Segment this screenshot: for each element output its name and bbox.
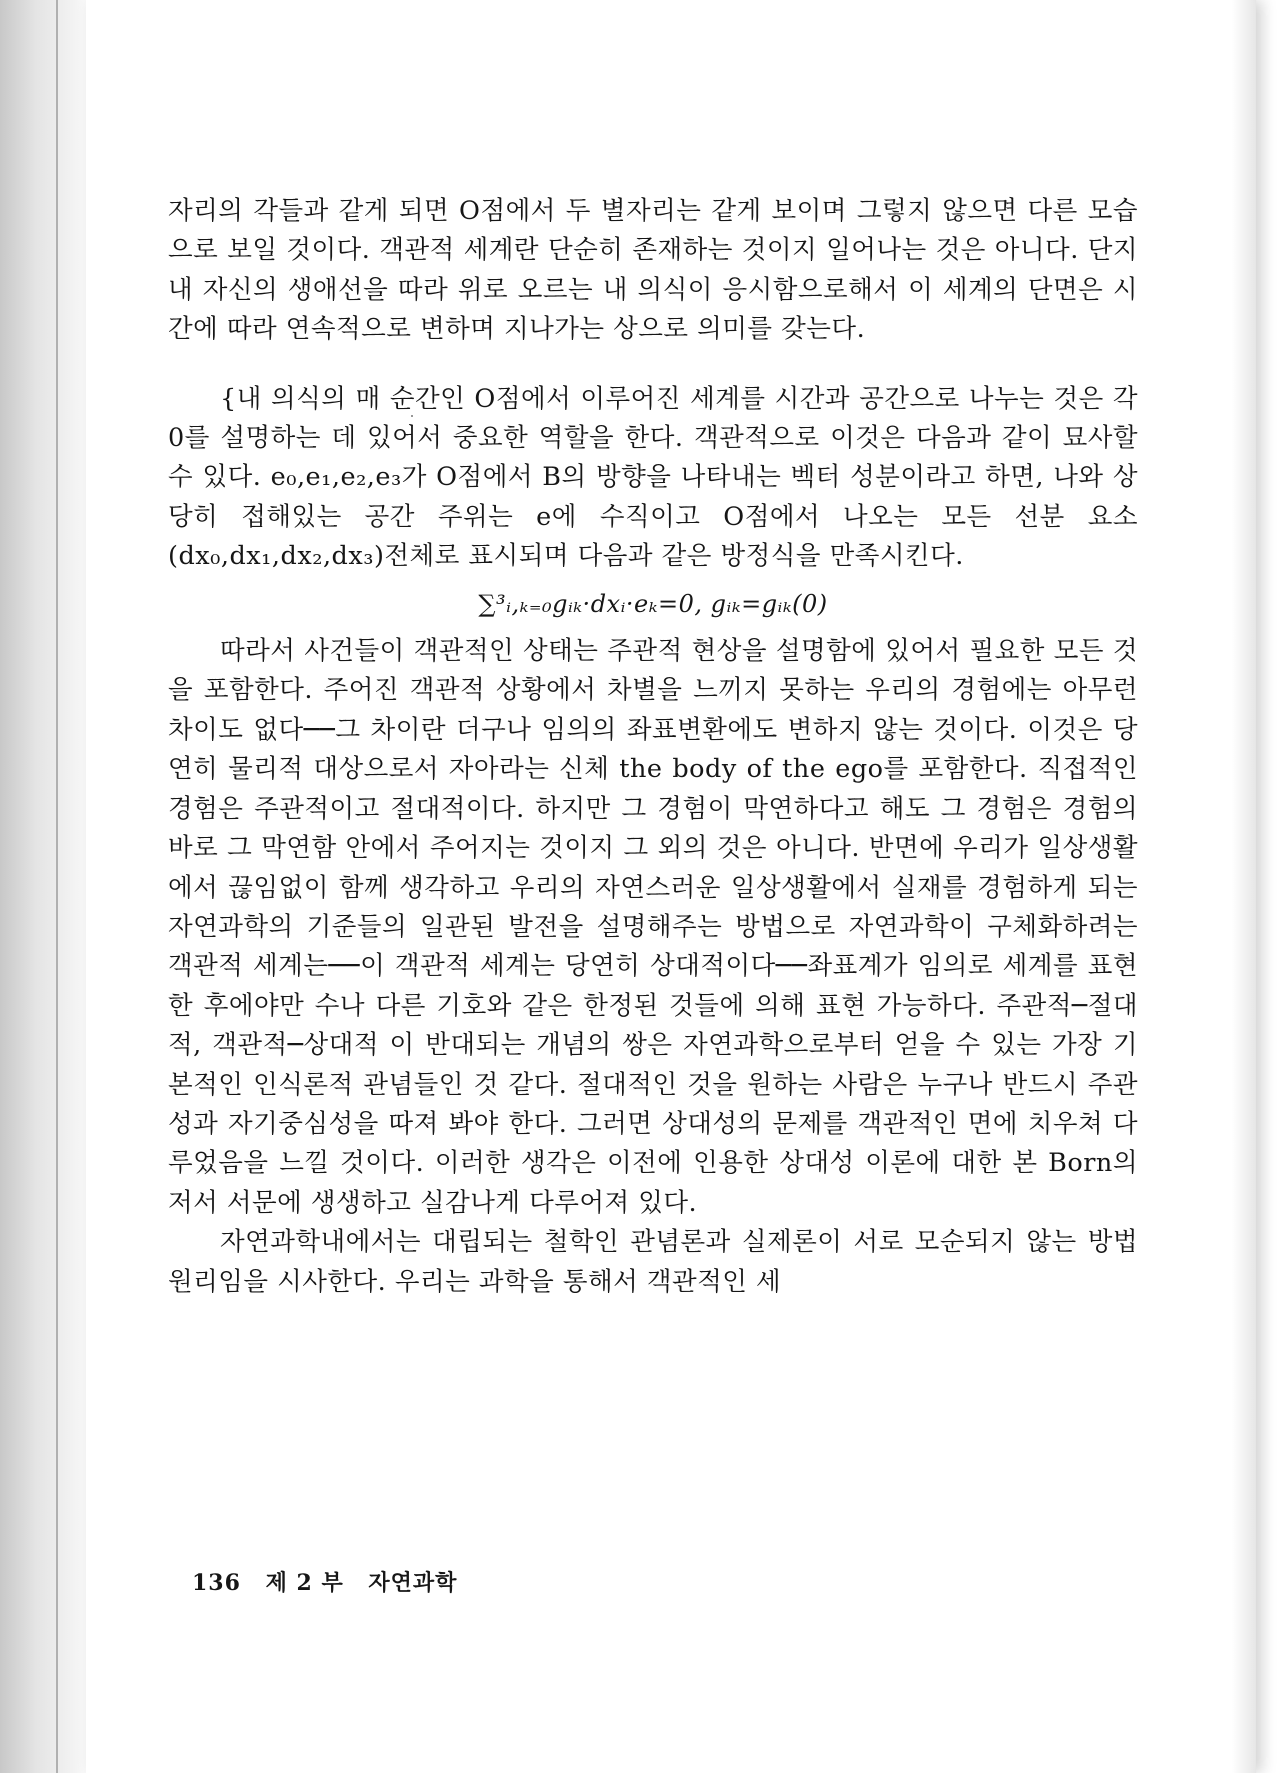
- page-footer: [192, 1566, 473, 1597]
- paragraph: 자연과학내에서는 대립되는 철학인 관념론과 실제론이 서로 모순되지 않는 방법 원리임을 시사한다. 우리는 과학을 통해서 객관적인 세: [168, 1227, 1138, 1297]
- section-label: 자연과학: [368, 1570, 458, 1596]
- equation: ∑³ᵢ,ₖ₌₀gᵢₖ·dxᵢ·eₖ=0, gᵢₖ=gᵢₖ(0): [478, 589, 828, 618]
- paragraph: {내 의식의 매 순간인 O점에서 이루어진 세계를 시간과 공간으로 나누는 것은 각 0를 설명하는 데 있어서 중요한 역할을 한다. 객관적으로 이것은 다음과 같이 묘사할 수 있다. e₀,e₁,e₂,e₃가 O점에서 B의 방향을 나타내는 벡터 성분이라고 하면, 나와 상당히 접해있는 공간 주위는 e에 수직이고 O점에서 나오는 모든 선분 요소(dx₀,dx₁,dx₂,dx₃)전체로 표시되며 다음과 같은 방정식을 만족시킨다.: [168, 383, 1138, 572]
- paragraph: 자리의 각들과 같게 되면 O점에서 두 별자리는 같게 보이며 그렇지 않으면 다른 모습으로 보일 것이다. 객관적 세계란 단순히 존재하는 것이지 일어나는 것은 아니다. 단지 내 자신의 생애선을 따라 위로 오르는 내 의식이 응시함으로해서 이 세계의 단면은 시간에 따라 연속적으로 변하며 지나가는 상으로 의미를 갖는다.: [168, 196, 1138, 345]
- body-text: [168, 192, 1138, 1302]
- page-number: 136: [192, 1570, 241, 1596]
- book-spine-line: [56, 0, 58, 1773]
- paragraph: 따라서 사건들이 객관적인 상태는 주관적 현상을 설명함에 있어서 필요한 모든 것을 포함한다. 주어진 객관적 상황에서 차별을 느끼지 못하는 우리의 경험에는 아무런 차이도 없다──그 차이란 더구나 임의의 좌표변환에도 변하지 않는 것이다. 이것은 당연히 물리적 대상으로서 자아라는 신체 the body of the ego를 포함한다. 직접적인 경험은 주관적이고 절대적이다. 하지만 그 경험이 막연하다고 해도 그 경험은 경험의 바로 그 막연함 안에서 주어지는 것이지 그 외의 것은 아니다. 반면에 우리가 일상생활에서 끊임없이 함께 생각하고 우리의 자연스러운 일상생활에서 실재를 경험하게 되는 자연과학의 기준들의 일관된 발전을 설명해주는 방법으로 자연과학이 구체화하려는 객관적 세계는──이 객관적 세계는 당연히 상대적이다──좌표계가 임의로 세계를 표현한 후에야만 수나 다른 기호와 같은 한정된 것들에 의해 표현 가능하다. 주관적─절대적, 객관적─상대적 이 반대되는 개념의 쌍은 자연과학으로부터 얻을 수 있는 가장 기본적인 인식론적 관념들인 것 같다. 절대적인 것을 원하는 사람은 누구나 반드시 주관성과 자기중심성을 따져 봐야 한다. 그러면 상대성의 문제를 객관적인 면에 치우쳐 다루었음을 느낄 것이다. 이러한 생각은 이전에 인용한 상대성 이론에 대한 본 Born의 저서 서문에 생생하고 실감나게 다루어져 있다.: [168, 636, 1138, 1218]
- page-edge-shadow: [1232, 0, 1256, 1773]
- book-edge: [0, 0, 90, 1773]
- part-label: 제 2 부: [265, 1570, 344, 1596]
